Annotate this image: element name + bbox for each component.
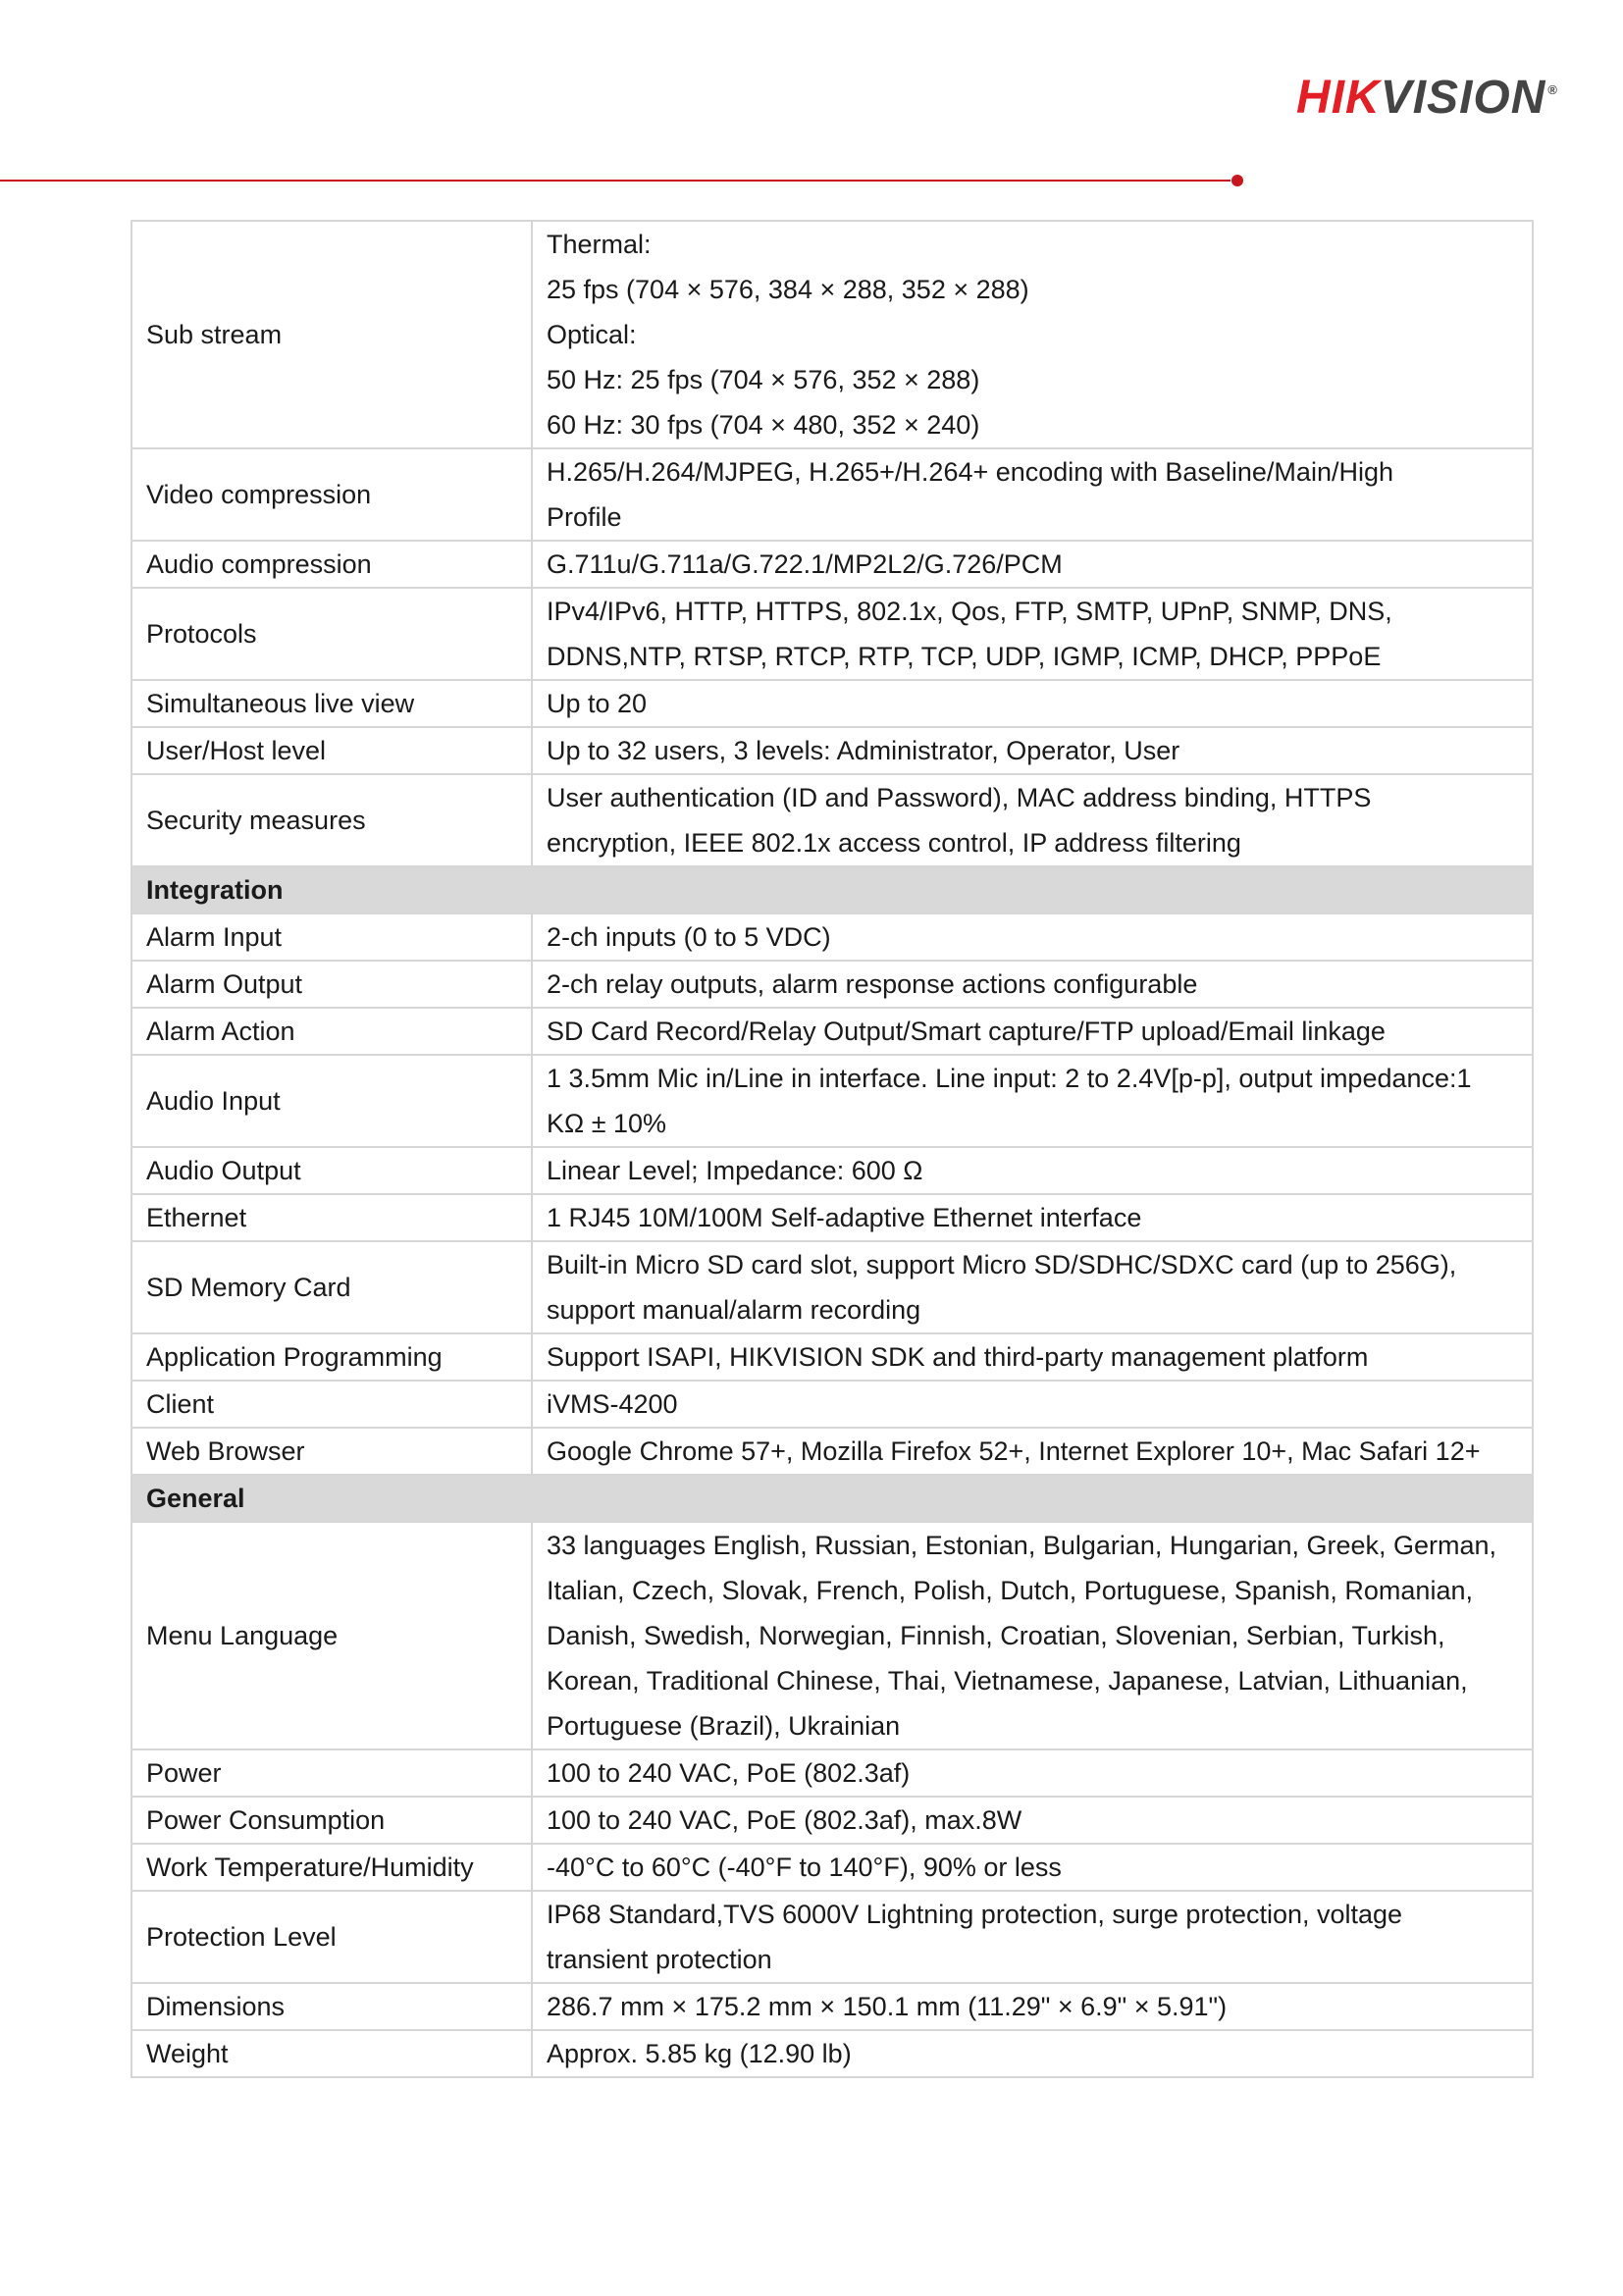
spec-value: 2-ch inputs (0 to 5 VDC) (532, 913, 1533, 961)
spec-value: Thermal: 25 fps (704 × 576, 384 × 288, 352 × 288) Optical: 50 Hz: 25 fps (704 × 576, 352 × 288) 60 Hz: 30 fps (704 × 480, 352 × 240) (532, 221, 1533, 448)
spec-value: H.265/H.264/MJPEG, H.265+/H.264+ encoding with Baseline/Main/High Profile (532, 448, 1533, 541)
spec-value: 1 RJ45 10M/100M Self-adaptive Ethernet interface (532, 1194, 1533, 1241)
table-row (131, 1522, 1533, 1749)
table-row (131, 1891, 1533, 1983)
spec-value: 1 3.5mm Mic in/Line in interface. Line input: 2 to 2.4V[p-p], output impedance:1 KΩ ± 10% (532, 1055, 1533, 1147)
table-row (131, 913, 1533, 961)
logo-text-part1: HIK (1296, 72, 1381, 124)
spec-label: Dimensions (131, 1983, 532, 2030)
spec-value: Up to 20 (532, 680, 1533, 727)
spec-value: Built-in Micro SD card slot, support Micro SD/SDHC/SDXC card (up to 256G), support manual/alarm recording (532, 1241, 1533, 1333)
spec-label: Alarm Output (131, 961, 532, 1008)
table-row (131, 1797, 1533, 1844)
spec-label: Client (131, 1381, 532, 1428)
spec-label: Power (131, 1749, 532, 1797)
spec-label: Video compression (131, 448, 532, 541)
spec-value: Up to 32 users, 3 levels: Administrator, Operator, User (532, 727, 1533, 774)
spec-label: Ethernet (131, 1194, 532, 1241)
table-row (131, 1194, 1533, 1241)
table-row (131, 1749, 1533, 1797)
table-row (131, 1983, 1533, 2030)
spec-value: 286.7 mm × 175.2 mm × 150.1 mm (11.29" × 6.9" × 5.91") (532, 1983, 1533, 2030)
spec-table (131, 220, 1534, 2078)
table-row (131, 961, 1533, 1008)
table-row (131, 588, 1533, 680)
table-row (131, 680, 1533, 727)
section-title: Integration (131, 866, 1533, 913)
spec-value: User authentication (ID and Password), MAC address binding, HTTPS encryption, IEEE 802.1x access control, IP address filtering (532, 774, 1533, 866)
spec-label: SD Memory Card (131, 1241, 532, 1333)
spec-value: Approx. 5.85 kg (12.90 lb) (532, 2030, 1533, 2077)
spec-value: 2-ch relay outputs, alarm response actions configurable (532, 961, 1533, 1008)
table-row (131, 2030, 1533, 2077)
spec-label: Simultaneous live view (131, 680, 532, 727)
spec-value: 100 to 240 VAC, PoE (802.3af), max.8W (532, 1797, 1533, 1844)
spec-label: Sub stream (131, 221, 532, 448)
spec-label: Alarm Input (131, 913, 532, 961)
spec-value: G.711u/G.711a/G.722.1/MP2L2/G.726/PCM (532, 541, 1533, 588)
table-row (131, 1241, 1533, 1333)
spec-value: -40°C to 60°C (-40°F to 140°F), 90% or less (532, 1844, 1533, 1891)
spec-label: Weight (131, 2030, 532, 2077)
spec-label: Audio Output (131, 1147, 532, 1194)
spec-value: 100 to 240 VAC, PoE (802.3af) (532, 1749, 1533, 1797)
spec-label: Web Browser (131, 1428, 532, 1475)
spec-value: SD Card Record/Relay Output/Smart capture/FTP upload/Email linkage (532, 1008, 1533, 1055)
table-row (131, 1147, 1533, 1194)
table-row (131, 221, 1533, 448)
spec-label: Audio compression (131, 541, 532, 588)
spec-value: 33 languages English, Russian, Estonian, Bulgarian, Hungarian, Greek, German, Italian, Czech, Slovak, French, Polish, Dutch, Portuguese, Spanish, Romanian, Danish, Swedish, Norwegian, Finnish, Croatian, Slovenian, Serbian, Turkish, Korean, Traditional Chinese, Thai, Vietnamese, Japanese, Latvian, Lithuanian, Portuguese (Brazil), Ukrainian (532, 1522, 1533, 1749)
hikvision-logo (1296, 69, 1558, 128)
table-row (131, 727, 1533, 774)
table-row (131, 448, 1533, 541)
spec-value: iVMS-4200 (532, 1381, 1533, 1428)
section-title: General (131, 1475, 1533, 1522)
spec-value: IPv4/IPv6, HTTP, HTTPS, 802.1x, Qos, FTP, SMTP, UPnP, SNMP, DNS, DDNS,NTP, RTSP, RTCP, RTP, TCP, UDP, IGMP, ICMP, DHCP, PPPoE (532, 588, 1533, 680)
spec-value: Google Chrome 57+, Mozilla Firefox 52+, Internet Explorer 10+, Mac Safari 12+ (532, 1428, 1533, 1475)
spec-label: Menu Language (131, 1522, 532, 1749)
table-row (131, 1008, 1533, 1055)
table-row (131, 1381, 1533, 1428)
spec-value: Support ISAPI, HIKVISION SDK and third-party management platform (532, 1333, 1533, 1381)
table-row (131, 1844, 1533, 1891)
spec-label: Alarm Action (131, 1008, 532, 1055)
spec-table-body (131, 221, 1533, 2077)
table-row (131, 1333, 1533, 1381)
table-row (131, 1428, 1533, 1475)
registered-mark: ® (1547, 82, 1558, 97)
spec-value: Linear Level; Impedance: 600 Ω (532, 1147, 1533, 1194)
spec-label: Audio Input (131, 1055, 532, 1147)
header-rule-dot (1231, 175, 1243, 186)
section-header-row (131, 1475, 1533, 1522)
spec-label: User/Host level (131, 727, 532, 774)
spec-label: Security measures (131, 774, 532, 866)
spec-label: Protocols (131, 588, 532, 680)
spec-value: IP68 Standard,TVS 6000V Lightning protection, surge protection, voltage transient protection (532, 1891, 1533, 1983)
table-row (131, 541, 1533, 588)
spec-label: Protection Level (131, 1891, 532, 1983)
section-header-row (131, 866, 1533, 913)
table-row (131, 774, 1533, 866)
table-row (131, 1055, 1533, 1147)
spec-label: Power Consumption (131, 1797, 532, 1844)
spec-label: Work Temperature/Humidity (131, 1844, 532, 1891)
spec-label: Application Programming (131, 1333, 532, 1381)
logo-text-part2: VISION (1380, 72, 1546, 124)
header-rule (0, 180, 1230, 182)
